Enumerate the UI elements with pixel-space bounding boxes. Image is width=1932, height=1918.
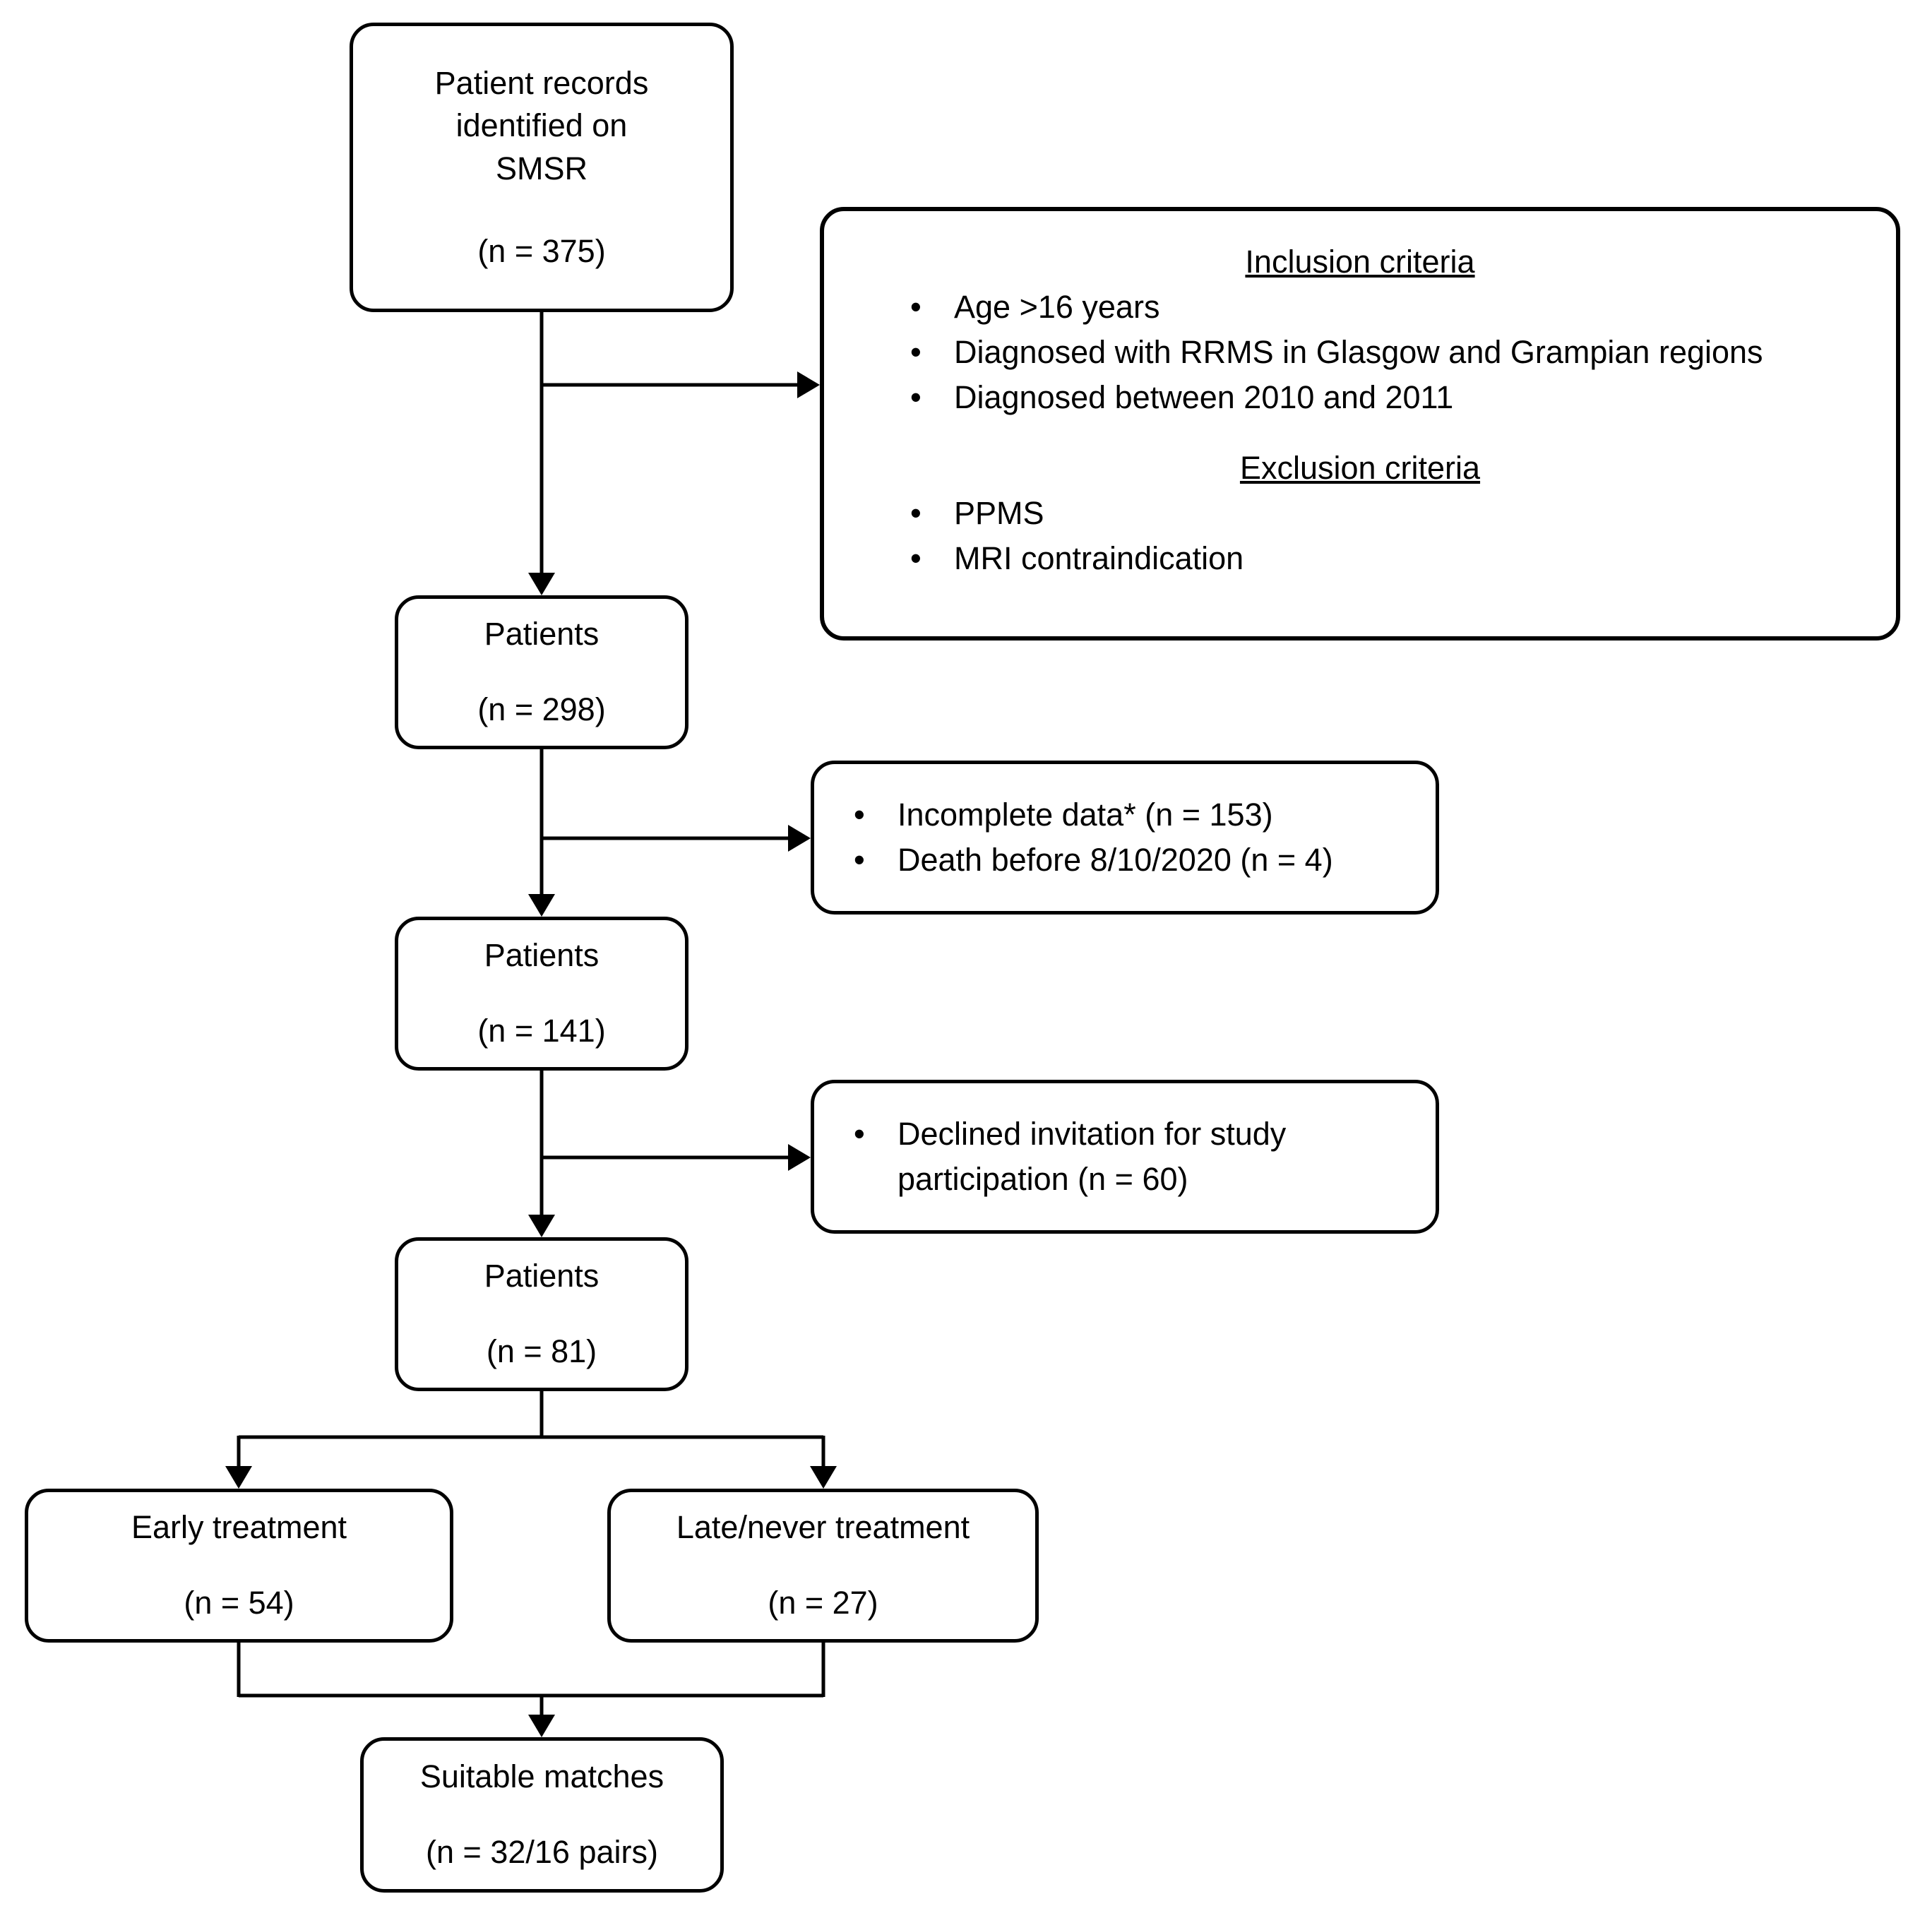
arrowhead-right-declined xyxy=(788,1144,811,1171)
node-early-treatment xyxy=(25,1489,453,1643)
node-patient-records xyxy=(350,23,734,312)
list-item: • Death before 8/10/2020 (n = 4) xyxy=(814,838,1407,883)
arrowhead-down-141 xyxy=(528,894,555,917)
arrowhead-right-criteria xyxy=(797,371,820,398)
node-count: (n = 375) xyxy=(477,232,606,269)
node-late-never-treatment xyxy=(607,1489,1039,1643)
title-line: SMSR xyxy=(495,150,588,186)
exit-box-declined xyxy=(811,1080,1439,1234)
title-line: Patient records xyxy=(434,64,649,101)
exit-reason-list xyxy=(814,792,1407,883)
inclusion-criteria-list xyxy=(864,285,1856,420)
node-title: Late/never treatment xyxy=(676,1509,970,1546)
node-count: (n = 27) xyxy=(768,1585,878,1621)
node-title: Early treatment xyxy=(131,1509,347,1546)
node-title xyxy=(435,62,649,191)
node-title: Patients xyxy=(484,1258,600,1294)
inclusion-criteria-heading: Inclusion criteria xyxy=(1245,244,1475,280)
arrowhead-down-early xyxy=(225,1466,252,1489)
node-count: (n = 81) xyxy=(486,1333,597,1369)
list-item: • MRI contraindication xyxy=(864,536,1856,581)
list-item: • PPMS xyxy=(864,491,1856,536)
node-title: Suitable matches xyxy=(419,1758,664,1795)
node-patients-81 xyxy=(395,1237,688,1391)
list-item: • Age >16 years xyxy=(864,285,1856,330)
exit-reason-list xyxy=(814,1112,1407,1202)
node-patients-298 xyxy=(395,595,688,749)
node-count: (n = 54) xyxy=(184,1585,294,1621)
title-line: identified on xyxy=(455,107,628,144)
arrowhead-right-incomplete xyxy=(788,825,811,852)
criteria-box xyxy=(820,207,1900,641)
list-item: • Declined invitation for study participation (n = 60) xyxy=(814,1112,1407,1202)
arrowhead-down-late xyxy=(810,1466,837,1489)
node-title: Patients xyxy=(484,616,600,653)
exclusion-criteria-heading: Exclusion criteria xyxy=(1239,450,1481,486)
arrowhead-down-81 xyxy=(528,1215,555,1237)
arrowhead-down-matches xyxy=(528,1715,555,1737)
node-suitable-matches xyxy=(360,1737,724,1893)
node-count: (n = 298) xyxy=(477,691,606,727)
node-count: (n = 141) xyxy=(477,1013,606,1049)
node-title: Patients xyxy=(484,937,600,974)
exclusion-criteria-list xyxy=(864,491,1856,581)
node-patients-141 xyxy=(395,917,688,1071)
list-item: • Incomplete data* (n = 153) xyxy=(814,792,1407,838)
list-item: • Diagnosed with RRMS in Glasgow and Grampian regions xyxy=(864,330,1856,375)
list-item: • Diagnosed between 2010 and 2011 xyxy=(864,375,1856,420)
node-count: (n = 32/16 pairs) xyxy=(426,1834,658,1870)
arrowhead-down-298 xyxy=(528,573,555,595)
exit-box-incomplete-data xyxy=(811,761,1439,915)
